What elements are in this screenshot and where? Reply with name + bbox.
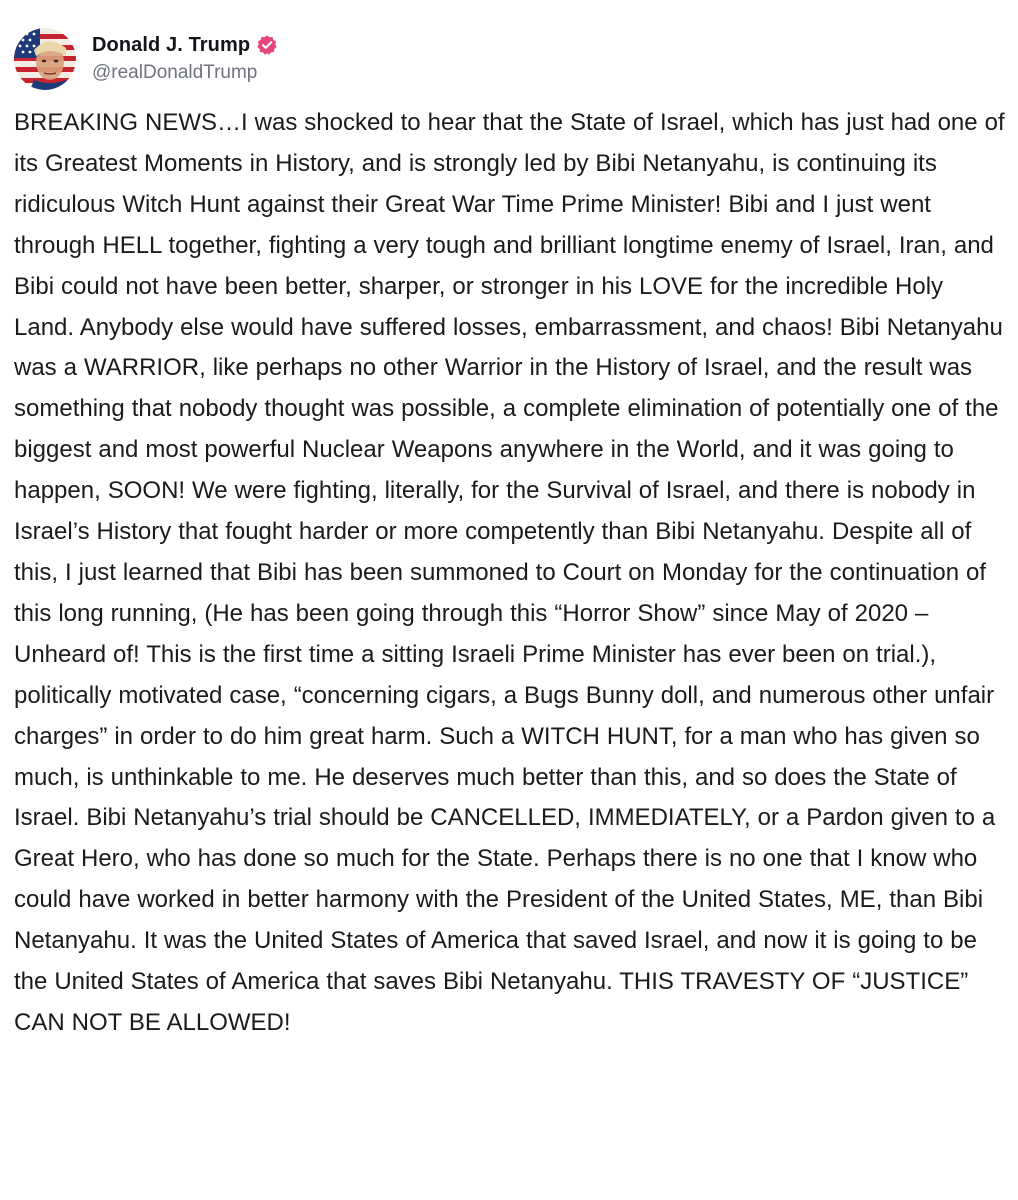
author-display-name[interactable]: Donald J. Trump	[92, 33, 251, 56]
verified-badge-icon	[256, 34, 278, 56]
author-identity	[92, 30, 278, 88]
avatar[interactable]	[14, 28, 76, 90]
avatar-image	[14, 28, 76, 90]
name-row	[92, 30, 278, 60]
post-header	[14, 28, 278, 90]
author-handle[interactable]: @realDonaldTrump	[92, 62, 258, 83]
post-body-text: BREAKING NEWS…I was shocked to hear that the State of Israel, which has just had one of its Greatest Moments in History, and is strongly led by Bibi Netanyahu, is continuing its ridiculous Witch Hunt against their Great War Time Prime Minister! Bibi and I just went through HELL together, fighting a very tough and brilliant longtime enemy of Israel, Iran, and Bibi could not have been better, sharper, or stronger in his LOVE for the incredible Holy Land. Anybody else would have suffered losses, embarrassment, and chaos! Bibi Netanyahu was a WARRIOR, like perhaps no other Warrior in the History of Israel, and the result was something that nobody thought was possible, a complete elimination of potentially one of the biggest and most powerful Nuclear Weapons anywhere in the World, and it was going to happen, SOON! We were fighting, literally, for the Survival of Israel, and there is nobody in Israel’s History that fought harder or more competently than Bibi Netanyahu. Despite all of this, I just learned that Bibi has been summoned to Court on Monday for the continuation of this long running, (He has been going through this “Horror Show” since May of 2020 – Unheard of! This is the first time a sitting Israeli Prime Minister has ever been on trial.), politically motivated case, “concerning cigars, a Bugs Bunny doll, and numerous other unfair charges” in order to do him great harm. Such a WITCH HUNT, for a man who has given so much, is unthinkable to me. He deserves much better than this, and so does the State of Israel. Bibi Netanyahu’s trial should be CANCELLED, IMMEDIATELY, or a Pardon given to a Great Hero, who has done so much for the State. Perhaps there is no one that I know who could have worked in better harmony with the President of the United States, ME, than Bibi Netanyahu. It was the United States of America that saved Israel, and now it is going to be the United States of America that saves Bibi Netanyahu. THIS TRAVESTY OF “JUSTICE” CAN NOT BE ALLOWED!	[14, 109, 1005, 1036]
